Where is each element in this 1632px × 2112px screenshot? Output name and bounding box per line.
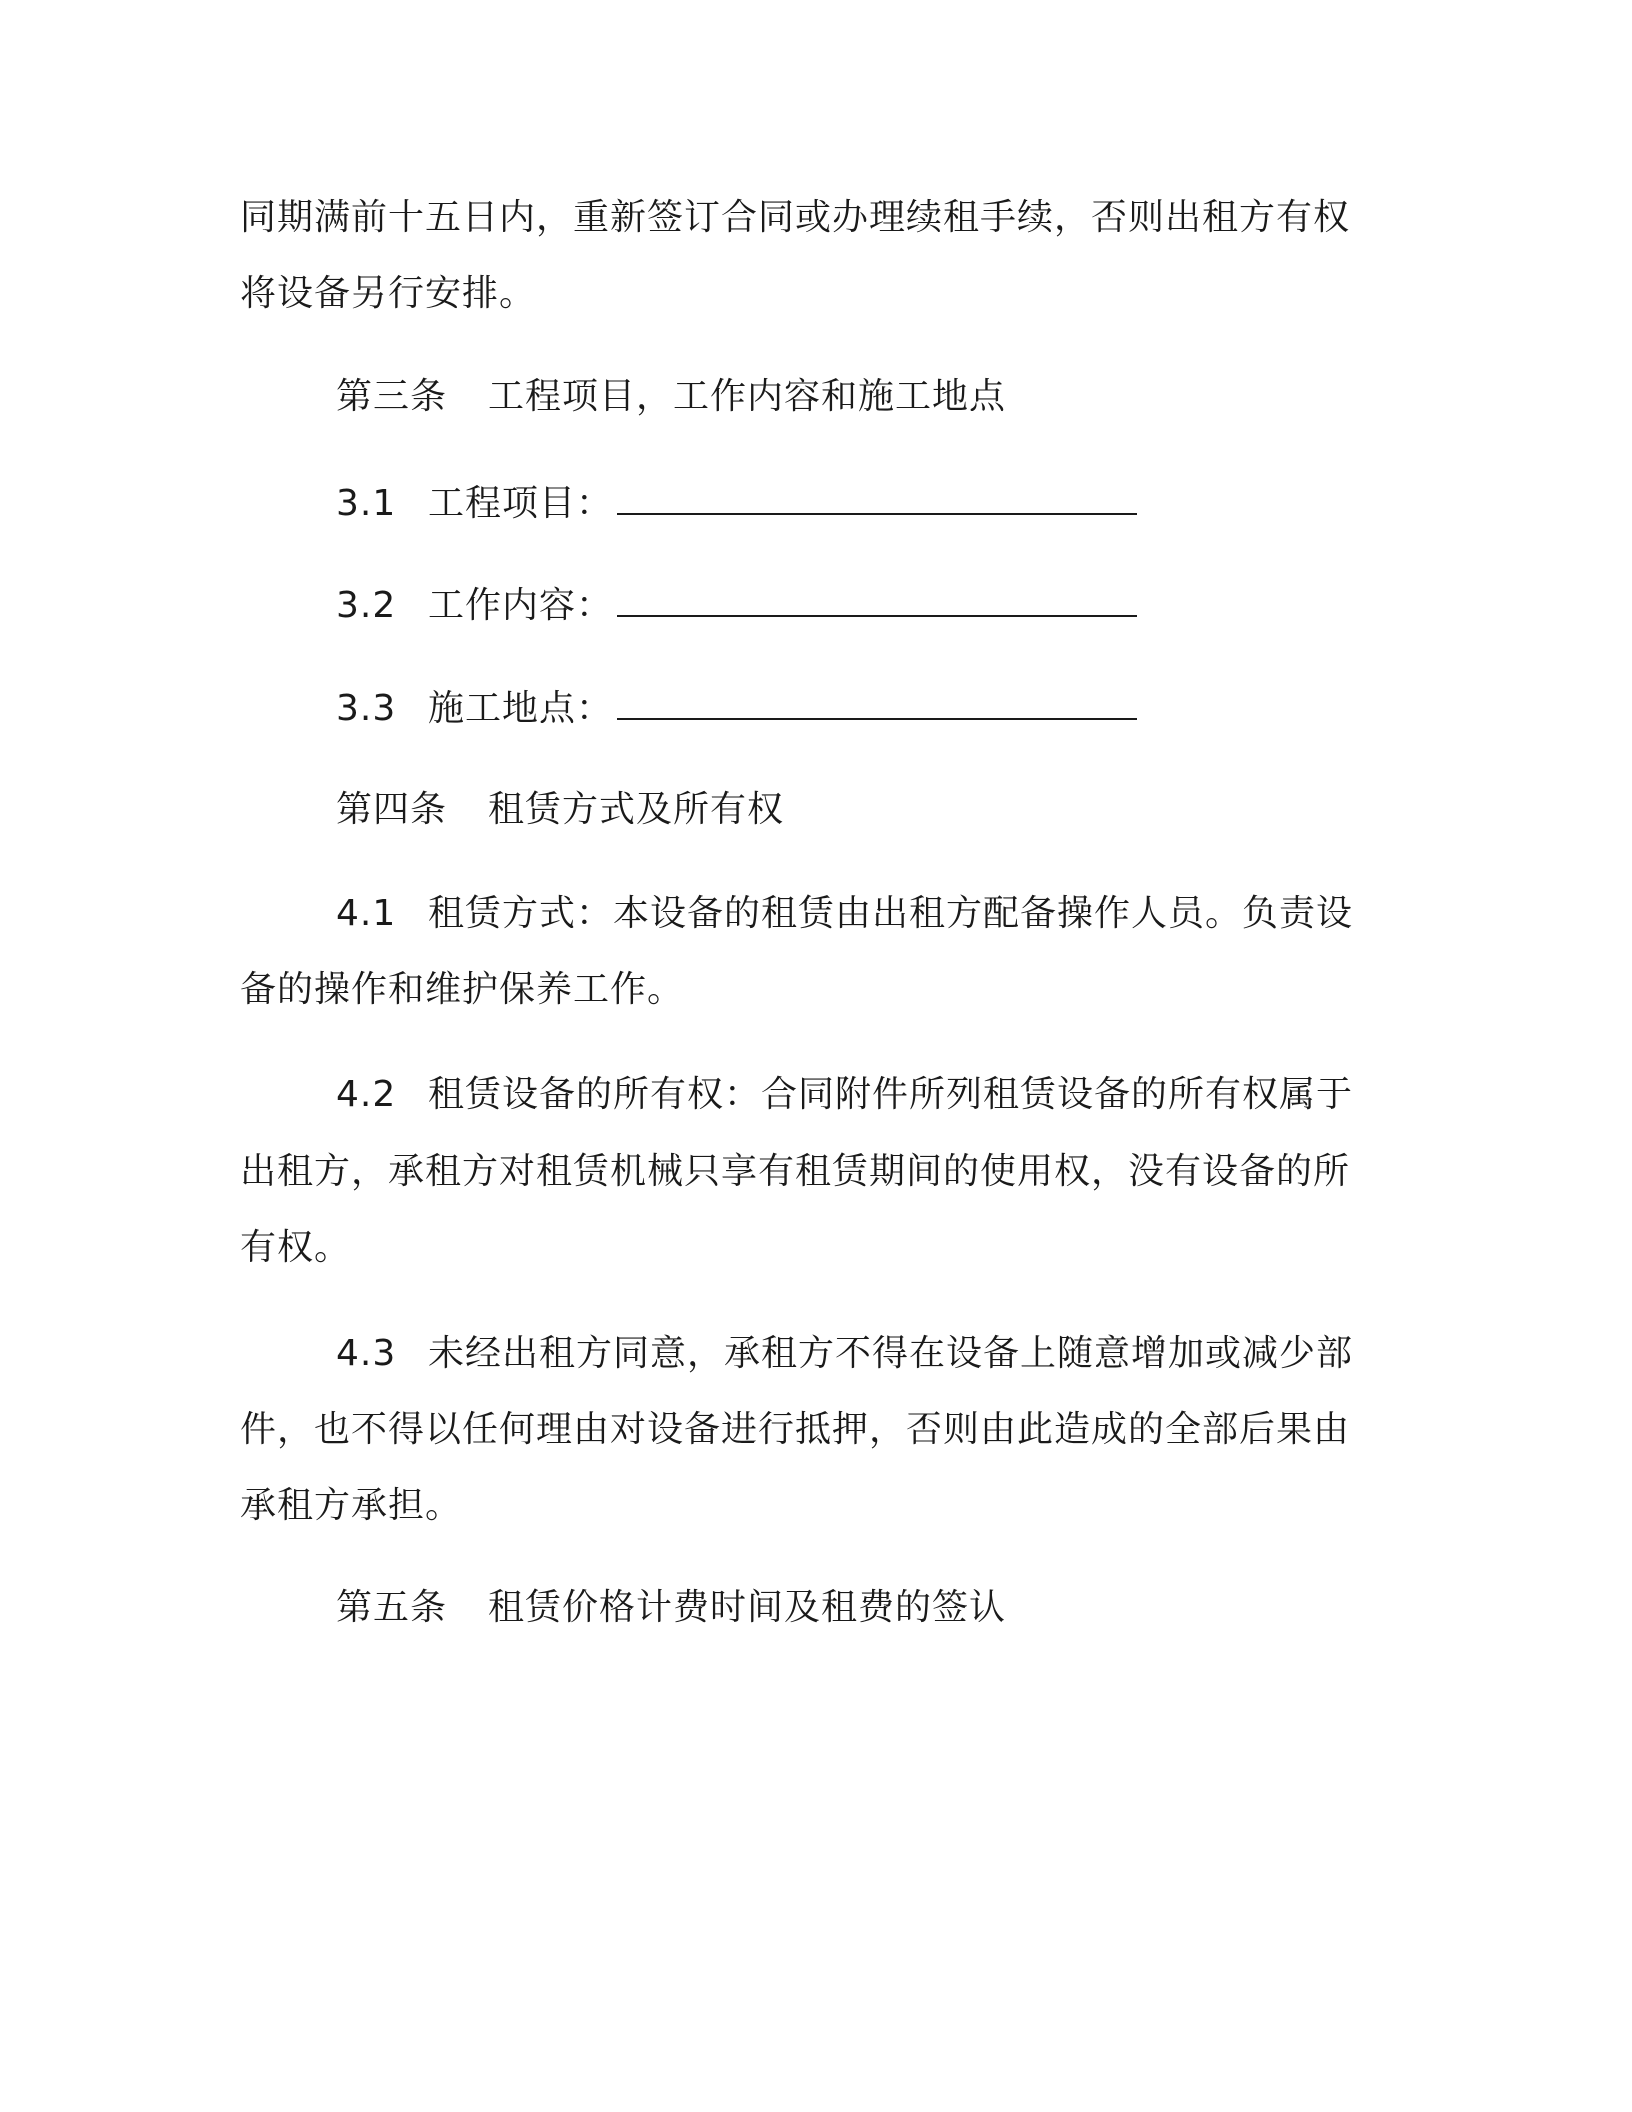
clause-text: 租赁设备的所有权：合同附件所列租赁设备的所有权属于: [428, 1074, 1354, 1115]
article-title: 租赁方式及所有权: [488, 789, 785, 830]
article-heading: [336, 373, 1006, 421]
paragraph-line: 有权。: [240, 1227, 352, 1268]
paragraph-line: 同期满前十五日内，重新签订合同或办理续租手续，否则出租方有权: [240, 197, 1351, 238]
paragraph-line: 备的操作和维护保养工作。: [240, 969, 685, 1010]
clause-text: 租赁方式：本设备的租赁由出租方配备操作人员。负责设: [428, 893, 1354, 934]
paragraph-line: 承租方承担。: [240, 1485, 463, 1526]
clause-number: 4.2: [336, 1074, 397, 1115]
article-heading: [336, 1584, 1006, 1632]
article-title: 工程项目，工作内容和施工地点: [488, 376, 1007, 417]
fill-blank: [617, 585, 1137, 617]
clause-line: [336, 1071, 1353, 1119]
clause-text: 未经出租方同意，承租方不得在设备上随意增加或减少部: [428, 1333, 1354, 1374]
article-number: 第三条: [336, 376, 448, 417]
clause-number: 3.1: [336, 483, 397, 524]
clause-label: 工作内容：: [428, 585, 614, 626]
paragraph-line: 件，也不得以任何理由对设备进行抵押，否则由此造成的全部后果由: [240, 1409, 1351, 1450]
clause-number: 3.2: [336, 585, 397, 626]
clause-line: [336, 1330, 1353, 1378]
article-number: 第四条: [336, 789, 448, 830]
fill-blank: [617, 483, 1137, 515]
article-number: 第五条: [336, 1587, 448, 1628]
article-title: 租赁价格计费时间及租费的签认: [488, 1587, 1007, 1628]
clause-item: [336, 582, 1137, 630]
clause-item: [336, 480, 1137, 528]
clause-number: 4.3: [336, 1333, 397, 1374]
paragraph-line: 将设备另行安排。: [240, 273, 537, 314]
article-heading: [336, 786, 784, 834]
clause-line: [336, 890, 1353, 938]
clause-label: 工程项目：: [428, 483, 614, 524]
fill-blank: [617, 688, 1137, 720]
clause-number: 3.3: [336, 688, 397, 729]
clause-number: 4.1: [336, 893, 397, 934]
paragraph-line: 出租方，承租方对租赁机械只享有租赁期间的使用权，没有设备的所: [240, 1151, 1351, 1192]
clause-item: [336, 685, 1137, 733]
clause-label: 施工地点：: [428, 688, 614, 729]
